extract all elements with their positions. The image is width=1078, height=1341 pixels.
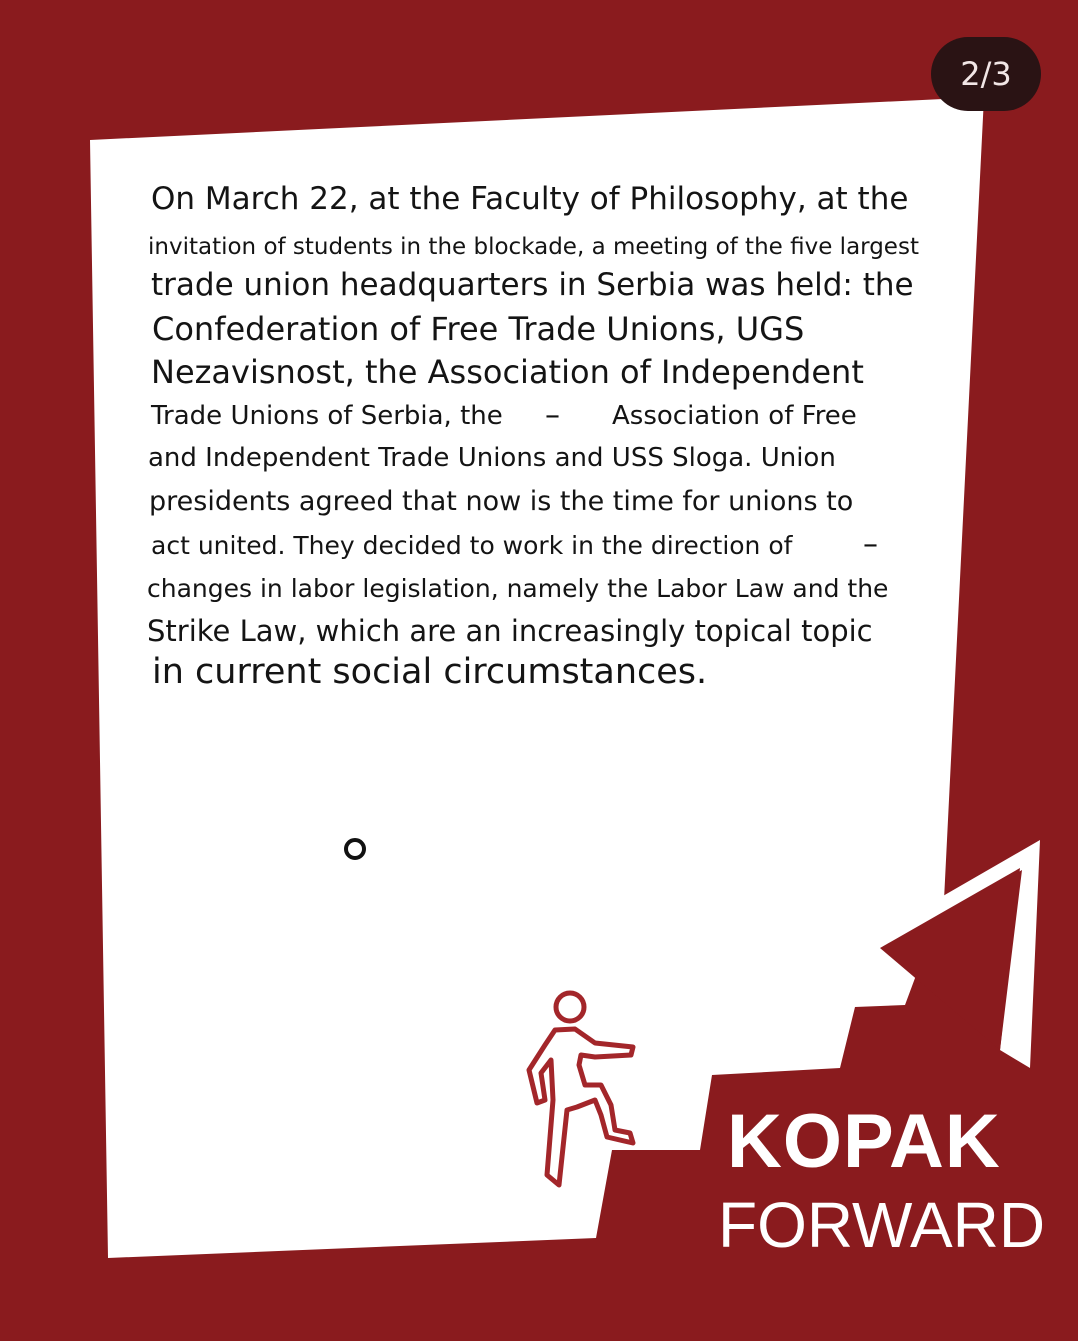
article-line-7: and Independent Trade Unions and USS Sloga. Union: [148, 443, 836, 473]
article-line-8: presidents agreed that now is the time for unions to: [149, 486, 854, 517]
bullet-circle-icon: [344, 838, 366, 860]
article-line-4: Confederation of Free Trade Unions, UGS: [152, 310, 805, 348]
article-line-6a: Trade Unions of Serbia, the: [151, 401, 503, 431]
article-line-2: invitation of students in the blockade, a meeting of the five largest: [148, 234, 919, 260]
article-line-12: in current social circumstances.: [152, 652, 708, 692]
article-line-5: Nezavisnost, the Association of Independent: [151, 353, 864, 391]
article-line-10: changes in labor legislation, namely the Labor Law and the: [147, 574, 889, 603]
article-line-9: act united. They decided to work in the direction of: [151, 531, 793, 560]
article-line-6b: Association of Free: [612, 401, 857, 431]
dash-mark: –: [545, 398, 560, 433]
article-line-1: On March 22, at the Faculty of Philosophy, at the: [151, 181, 909, 217]
dash-mark: –: [863, 527, 878, 562]
climbing-person-icon: [515, 985, 655, 1205]
article-line-11: Strike Law, which are an increasingly topical topic: [147, 614, 873, 648]
logo-forward: FORWARD: [718, 1189, 1046, 1261]
article-line-3: trade union headquarters in Serbia was held: the: [151, 267, 914, 303]
page-counter: 2/3: [931, 37, 1041, 111]
logo-kopak: KOPAK: [727, 1099, 1001, 1184]
